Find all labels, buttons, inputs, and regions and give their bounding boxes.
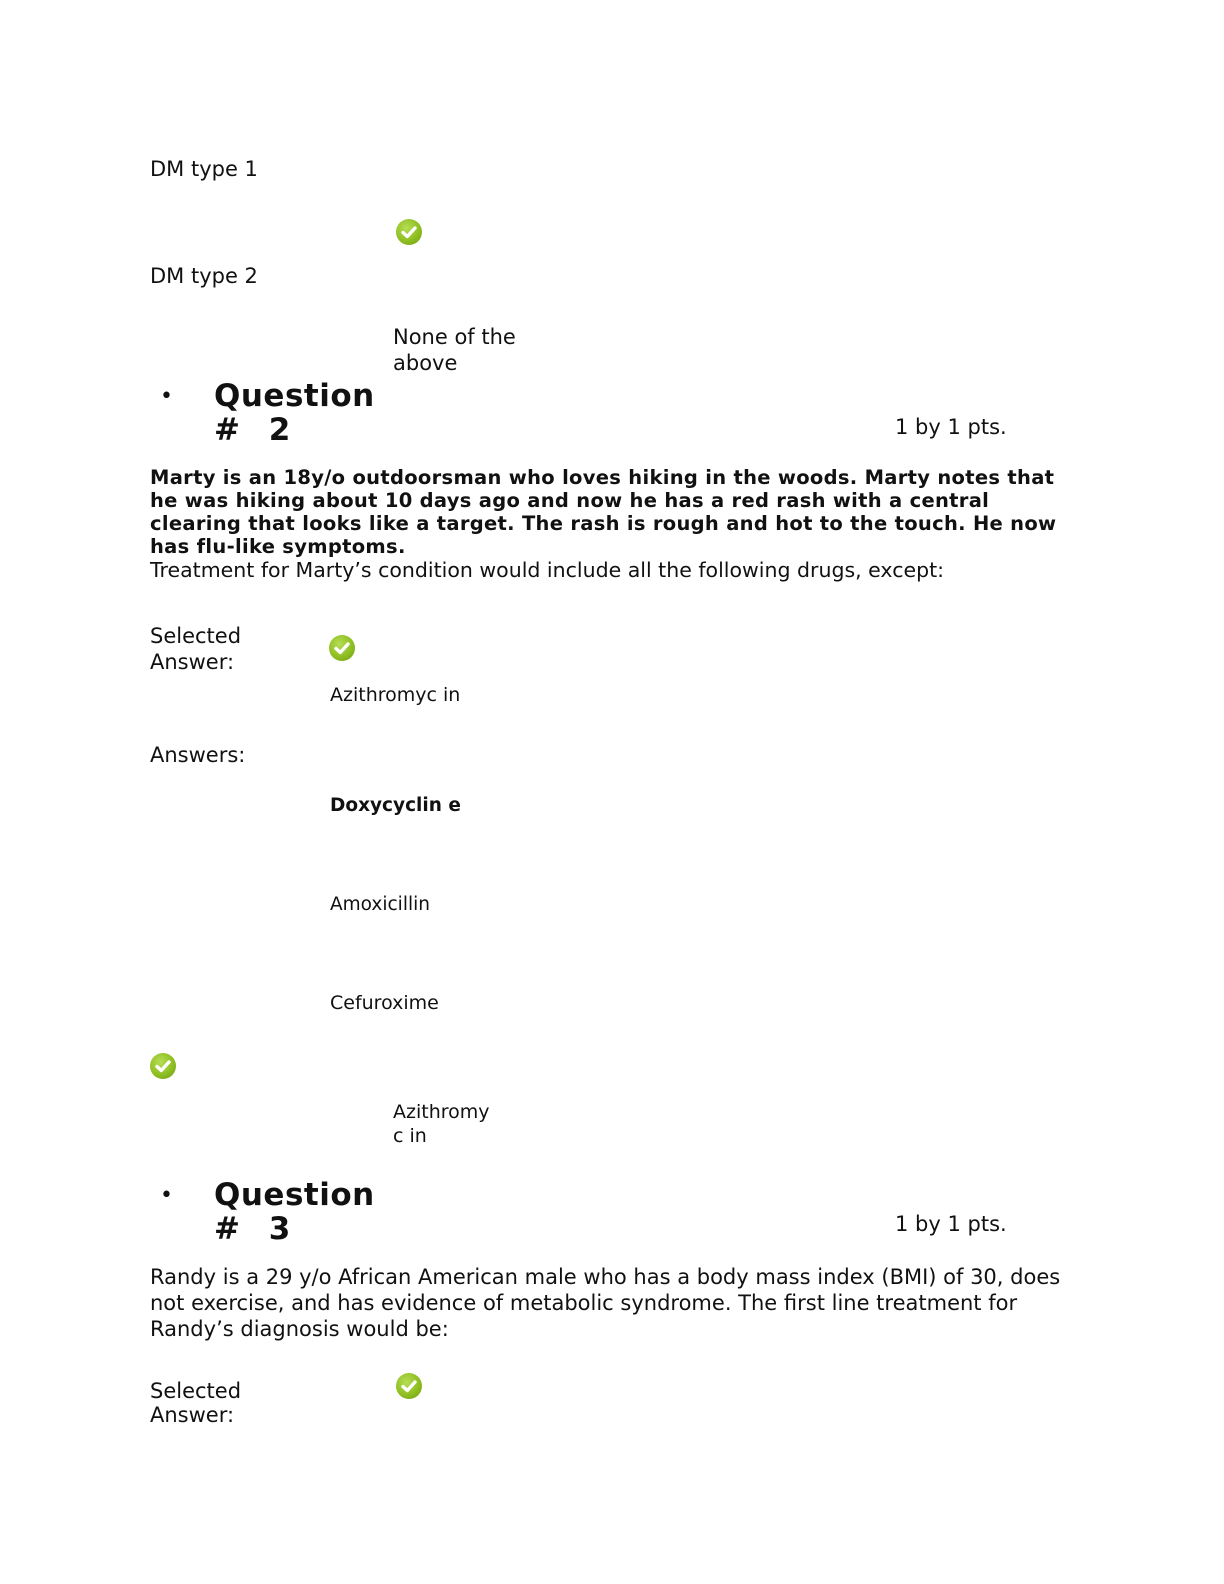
answer-option: Doxycyclin e (330, 795, 461, 816)
question-3-number: # 3 (214, 1211, 291, 1247)
check-circle-icon (396, 219, 422, 245)
answer-option: Cefuroxime (330, 992, 439, 1014)
question-2-number: # 2 (214, 412, 291, 448)
answers-label: Answers: (150, 743, 246, 767)
selected-answer-label: Selected (150, 1379, 242, 1403)
question-3-title: Question (214, 1177, 375, 1213)
answer-option: Amoxicillin (330, 894, 430, 915)
q1-option-none-line1: None of the (393, 325, 516, 349)
bullet: • (160, 384, 173, 409)
q1-option-none-line2: above (393, 351, 458, 375)
question-2-points: 1 by 1 pts. (895, 415, 1007, 439)
question-2-prompt: Treatment for Marty’s condition would include all the following drugs, except: (150, 558, 945, 582)
question-2-stem-line: has flu-like symptoms. (150, 535, 406, 558)
check-circle-icon (329, 635, 355, 661)
check-circle-icon (150, 1053, 176, 1079)
question-3-stem-line: Randy’s diagnosis would be: (150, 1317, 449, 1341)
check-circle-icon (396, 1373, 422, 1399)
question-3-stem-line: not exercise, and has evidence of metabolic syndrome. The first line treatment for (150, 1291, 1018, 1315)
q1-option-dm-type-2: DM type 2 (150, 264, 258, 288)
question-2-stem-line: he was hiking about 10 days ago and now he has a red rash with a central (150, 489, 990, 512)
selected-answer-label: Selected (150, 624, 242, 648)
q1-option-dm-type-1: DM type 1 (150, 157, 258, 181)
correct-answer-line1: Azithromy (393, 1101, 490, 1123)
selected-answer-label: Answer: (150, 650, 235, 674)
selected-answer-label: Answer: (150, 1403, 235, 1427)
question-2-stem-line: Marty is an 18y/o outdoorsman who loves hiking in the woods. Marty notes that (150, 466, 1055, 489)
correct-answer-line2: c in (393, 1125, 427, 1147)
question-3-points: 1 by 1 pts. (895, 1212, 1007, 1236)
question-2-title: Question (214, 378, 375, 414)
question-2-stem-line: clearing that looks like a target. The rash is rough and hot to the touch. He now (150, 512, 1057, 535)
bullet: • (160, 1183, 173, 1208)
question-3-stem-line: Randy is a 29 y/o African American male who has a body mass index (BMI) of 30, does (150, 1265, 1061, 1289)
selected-answer-value: Azithromyc in (330, 684, 461, 706)
